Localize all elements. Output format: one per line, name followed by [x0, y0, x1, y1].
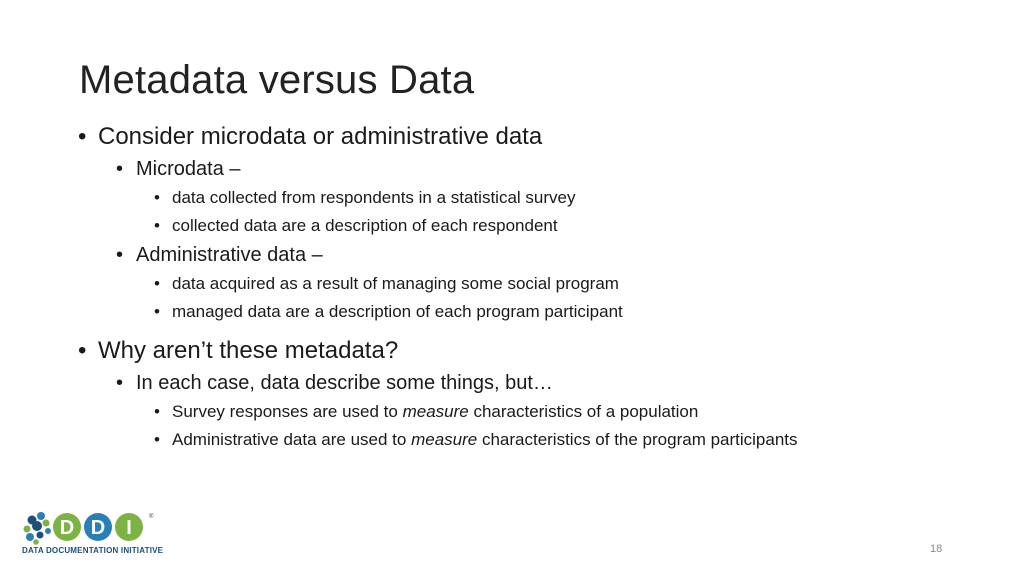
- molecule-icon: [24, 512, 52, 545]
- text-plain: Administrative data are used to: [172, 430, 412, 449]
- bullet-text: In each case, data describe some things, but…: [136, 372, 553, 394]
- text-emphasis: measure: [402, 402, 469, 421]
- bullet-icon: •: [154, 188, 160, 207]
- bullet-level1: [78, 334, 978, 368]
- bullet-icon: •: [154, 216, 160, 235]
- bullet-icon: •: [116, 158, 124, 180]
- bullet-text: [172, 430, 798, 449]
- bullet-text: collected data are a description of each respondent: [172, 216, 558, 235]
- bullet-icon: •: [78, 123, 87, 150]
- bullet-icon: •: [154, 430, 160, 449]
- bullet-icon: •: [78, 337, 87, 364]
- bullet-level3: [154, 298, 978, 326]
- logo-letter-d1: D: [59, 517, 75, 539]
- bullet-level3: [154, 184, 978, 212]
- bullet-level1: [78, 120, 978, 154]
- bullet-level3: [154, 398, 978, 426]
- page-number: 18: [930, 543, 943, 555]
- bullet-text: Consider microdata or administrative data: [98, 123, 543, 150]
- text-plain: characteristics of the program participants: [477, 430, 798, 449]
- slide-title: Metadata versus Data: [79, 58, 475, 102]
- bullet-icon: •: [116, 244, 124, 266]
- bullet-text: Microdata –: [136, 158, 241, 180]
- bullet-icon: •: [154, 302, 160, 321]
- logo-caption: DATA DOCUMENTATION INITIATIVE: [22, 546, 164, 555]
- slide-content: [78, 120, 978, 454]
- text-emphasis: measure: [411, 430, 478, 449]
- bullet-text: data collected from respondents in a statistical survey: [172, 188, 576, 207]
- bullet-icon: •: [154, 274, 160, 293]
- text-plain: Survey responses are used to: [172, 402, 403, 421]
- bullet-text: data acquired as a result of managing some social program: [172, 274, 619, 293]
- bullet-level3: [154, 426, 978, 454]
- bullet-level3: [154, 270, 978, 298]
- bullet-text: Why aren’t these metadata?: [98, 337, 399, 364]
- bullet-level2: [116, 240, 978, 270]
- logo-letter-i: I: [126, 517, 132, 539]
- logo-letter-d2: D: [90, 517, 106, 539]
- bullet-text: managed data are a description of each program participant: [172, 302, 623, 321]
- bullet-text: Administrative data –: [136, 244, 323, 266]
- registered-mark: ®: [149, 514, 154, 520]
- bullet-icon: •: [154, 402, 160, 421]
- bullet-icon: •: [116, 372, 124, 394]
- bullet-list: [78, 120, 978, 454]
- bullet-level2: [116, 368, 978, 398]
- text-plain: characteristics of a population: [468, 402, 699, 421]
- bullet-text: [172, 402, 698, 421]
- bullet-level2: [116, 154, 978, 184]
- bullet-level3: [154, 212, 978, 240]
